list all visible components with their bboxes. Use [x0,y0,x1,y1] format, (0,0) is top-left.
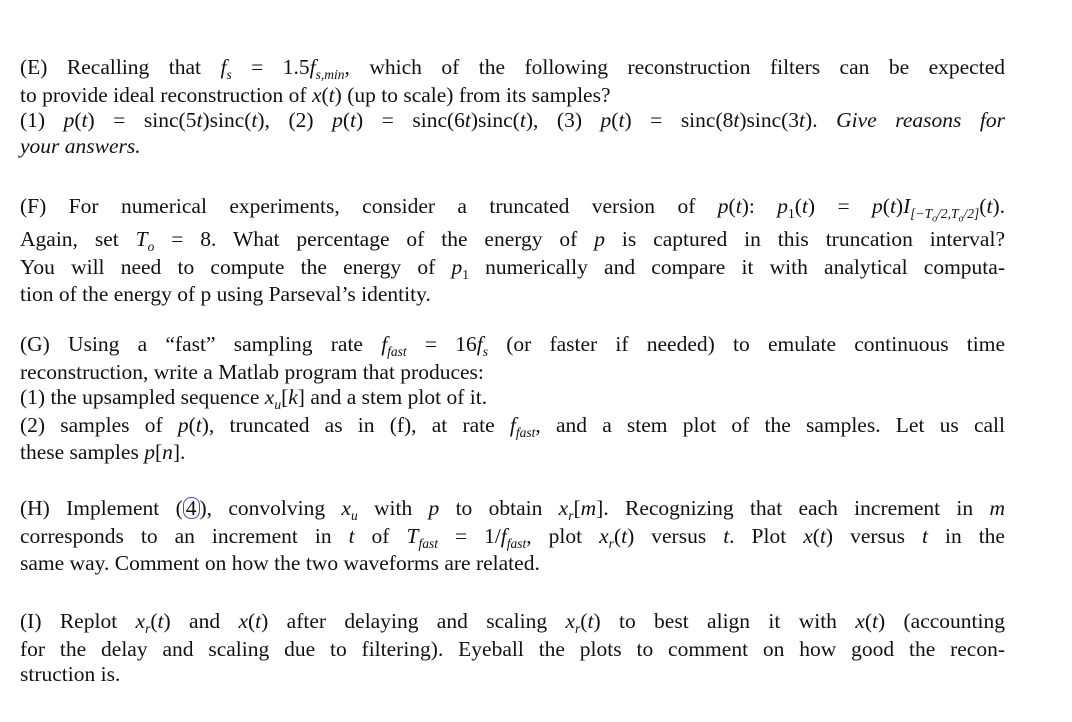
section-g-line-2: reconstruction, write a Matlab program that produces: [20,359,484,384]
section-g [20,332,1005,466]
section-e-line-1: (E) Recalling that $f_s = 1.5f_{s,min}$, which of the following reconstruction filters can be expected [20,55,1005,82]
section-h-line-1: (H) Implement ( 4 ), convolving $x_u$ with p to obtain $x_r[m]$. Recognizing that each increment in m [20,496,1005,523]
section-i-line-2: for the delay and scaling due to filtering). Eyeball the plots to comment on how good the recon- [20,636,1005,661]
section-f-line-3: You will need to compute the energy of $p_1$ numerically and compare it with analytical computa- [20,254,1005,282]
section-g-line-4: (2) samples of p(t), truncated as in (f), at rate $f_{fast}$, and a stem plot of the samples. Let us call [20,412,1005,440]
section-i-line-1: (I) Replot $x_r(t)$ and x(t) after delaying and scaling $x_r(t)$ to best align it with x(t) (accounting [20,609,1006,636]
section-e-line-2: to provide ideal reconstruction of x(t) (up to scale) from its samples? [20,82,611,107]
equation-reference-link[interactable]: 4 [183,497,200,519]
section-e-line-4: your answers. [20,133,141,158]
section-f-line-4: tion of the energy of p using Parseval’s identity. [20,282,431,307]
section-h [20,496,1005,577]
section-e-line-3: (1) p(t) = sinc(5t)sinc(t), (2) p(t) = sinc(6t)sinc(t), (3) p(t) = sinc(8t)sinc(3t). Give reasons for [20,108,1005,133]
section-g-line-1: (G) Using a “fast” sampling rate $f_{fast} = 16f_s$ (or faster if needed) to emulate continuous time [20,332,1005,359]
section-i-line-3: struction is. [20,662,121,687]
section-h-line-3: same way. Comment on how the two waveforms are related. [20,551,540,576]
section-g-line-5: these samples p[n]. [20,440,186,465]
section-i [20,609,1005,688]
section-f-line-1: (F) For numerical experiments, consider a truncated version of p(t): $p_1(t) = p(t)I_{[-T_o/2,T_o/2]}(t)$. [20,194,1005,225]
section-e [20,55,1005,159]
section-f-line-2: Again, set $T_o = 8$. What percentage of the energy of p is captured in this truncation interval? [20,227,1005,255]
section-f [20,194,1005,308]
section-g-line-3: (1) the upsampled sequence $x_u[k]$ and a stem plot of it. [20,385,488,413]
section-h-line-2: corresponds to an increment in t of $T_{fast} = 1/f_{fast}$, plot $x_r(t)$ versus t. Plot x(t) versus t in the [20,523,1005,551]
